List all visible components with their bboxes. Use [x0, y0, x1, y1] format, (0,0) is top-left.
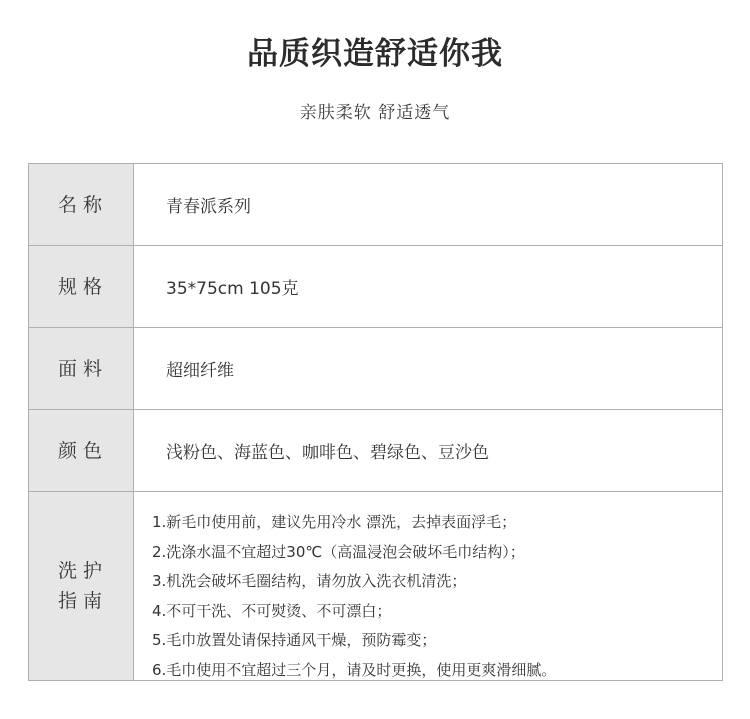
care-item: 1.新毛巾使用前，建议先用冷水 漂洗，去掉表面浮毛；: [152, 513, 517, 531]
spec-row-fabric: [29, 328, 722, 410]
spec-row-size: [29, 246, 722, 328]
spec-value: 青春派系列: [166, 197, 251, 217]
spec-label: 规格: [29, 246, 134, 327]
care-item: 4.不可干洗、不可熨烫、不可漂白；: [152, 601, 392, 620]
spec-row-color: [29, 410, 722, 492]
care-label: [29, 492, 134, 680]
spec-value: 超细纤维: [166, 361, 234, 381]
care-label-line1: 洗护: [57, 560, 108, 582]
spec-label: 名称: [29, 164, 134, 245]
spec-table: [28, 163, 723, 681]
care-item: 5.毛巾放置处请保持通风干燥，预防霉变；: [152, 631, 437, 649]
care-label-line2: 指南: [57, 590, 108, 612]
spec-row-care: [29, 492, 722, 680]
spec-label: 面料: [29, 328, 134, 409]
page-title: 品质织造舒适你我: [247, 36, 503, 72]
spec-label: 颜色: [29, 410, 134, 491]
care-item: 2.洗涤水温不宜超过30℃（高温浸泡会破坏毛巾结构）；: [152, 542, 525, 561]
spec-row-name: [29, 164, 722, 246]
care-item: 3.机洗会破坏毛圈结构，请勿放入洗衣机清洗；: [152, 572, 467, 590]
page-subtitle: 亲肤柔软 舒适透气: [299, 103, 451, 123]
care-instructions-list: [134, 492, 722, 680]
care-item: 6.毛巾使用不宜超过三个月，请及时更换，使用更爽滑细腻。: [152, 660, 557, 679]
spec-value: 35*75cm 105克: [166, 279, 299, 299]
spec-value: 浅粉色、海蓝色、咖啡色、碧绿色、豆沙色: [166, 443, 489, 463]
